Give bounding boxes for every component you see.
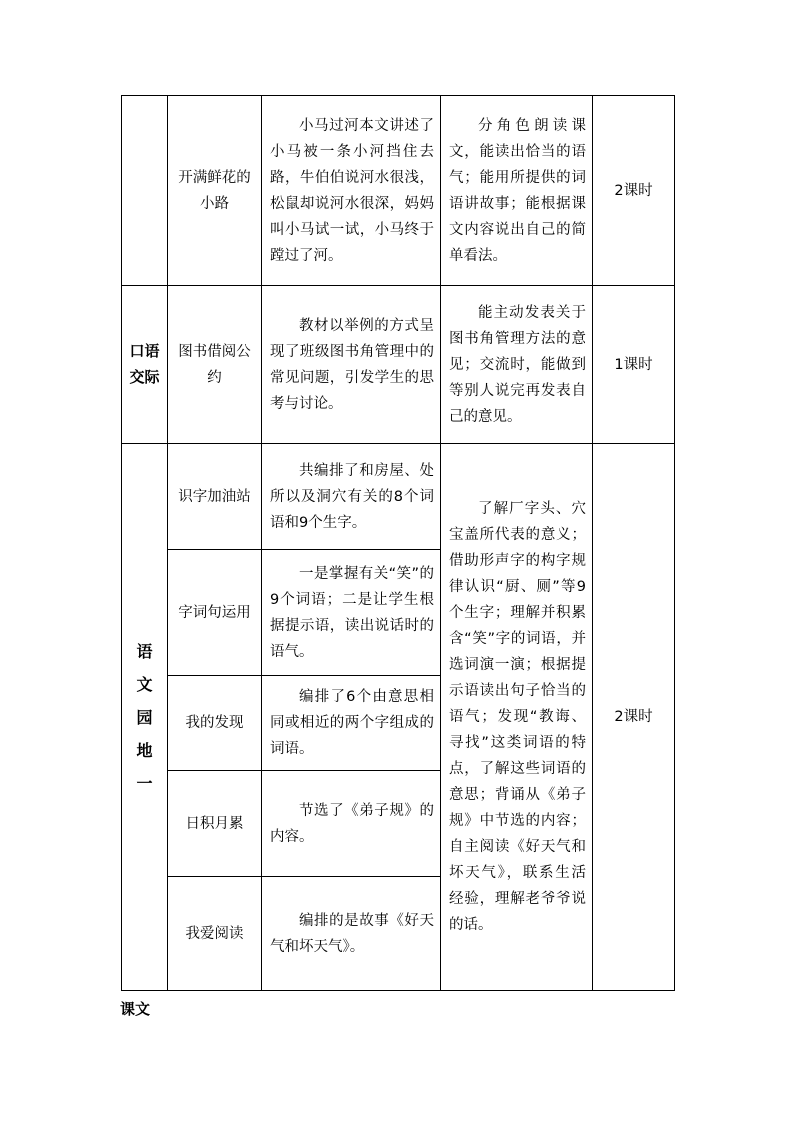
- section-heading: 课文: [120, 1000, 151, 1018]
- unit-cell-empty: [122, 96, 168, 286]
- lesson-goal: 分角色朗读课文，能读出恰当的语气；能用所提供的词语讲故事；能根据课文内容说出自己的简单看法。: [441, 96, 593, 286]
- garden-item-content: 共编排了和房屋、处所以及洞穴有关的8个词语和9个生字。: [262, 444, 441, 550]
- garden-item-content: 编排了6个由意思相同或相近的两个字组成的词语。: [262, 676, 441, 771]
- unit-label-garden: 语文园地一: [122, 444, 168, 991]
- lesson-hours: 2课时: [593, 96, 675, 286]
- garden-goal: 了解厂字头、穴宝盖所代表的意义；借助形声字的构字规律认识“厨、厕”等9个生字；理解并积累含“笑”字的词语，并选词演一演；根据提示语读出句子恰当的语气；发现“教诲、寻找”这类词语的特点，了解这些词语的意思；背诵从《弟子规》中节选的内容；自主阅读《好天气和坏天气》，联系生活经验，理解老爷爷说的话。: [441, 444, 593, 991]
- lesson-title: 开满鲜花的小路: [168, 96, 262, 286]
- table-row: [122, 444, 675, 550]
- table-row: [122, 286, 675, 444]
- lesson-content: 小马过河本文讲述了小马被一条小河挡住去路，牛伯伯说河水很浅，松鼠却说河水很深，妈妈叫小马试一试，小马终于蹚过了河。: [262, 96, 441, 286]
- lesson-hours: 1课时: [593, 286, 675, 444]
- lesson-title: 图书借阅公约: [168, 286, 262, 444]
- unit-label-oral: 口语交际: [122, 286, 168, 444]
- garden-item-title: 识字加油站: [168, 444, 262, 550]
- garden-hours: 2课时: [593, 444, 675, 991]
- table-row: [122, 96, 675, 286]
- garden-item-content: 编排的是故事《好天气和坏天气》。: [262, 877, 441, 991]
- lesson-plan-table: [121, 95, 675, 991]
- lesson-goal: 能主动发表关于图书角管理方法的意见；交流时，能做到等别人说完再发表自己的意见。: [441, 286, 593, 444]
- garden-item-title: 字词句运用: [168, 550, 262, 676]
- garden-item-title: 我的发现: [168, 676, 262, 771]
- garden-item-content: 节选了《弟子规》的内容。: [262, 771, 441, 877]
- garden-item-title: 日积月累: [168, 771, 262, 877]
- garden-item-title: 我爱阅读: [168, 877, 262, 991]
- garden-item-content: 一是掌握有关“笑”的9个词语；二是让学生根据提示语，读出说话时的语气。: [262, 550, 441, 676]
- lesson-content: 教材以举例的方式呈现了班级图书角管理中的常见问题，引发学生的思考与讨论。: [262, 286, 441, 444]
